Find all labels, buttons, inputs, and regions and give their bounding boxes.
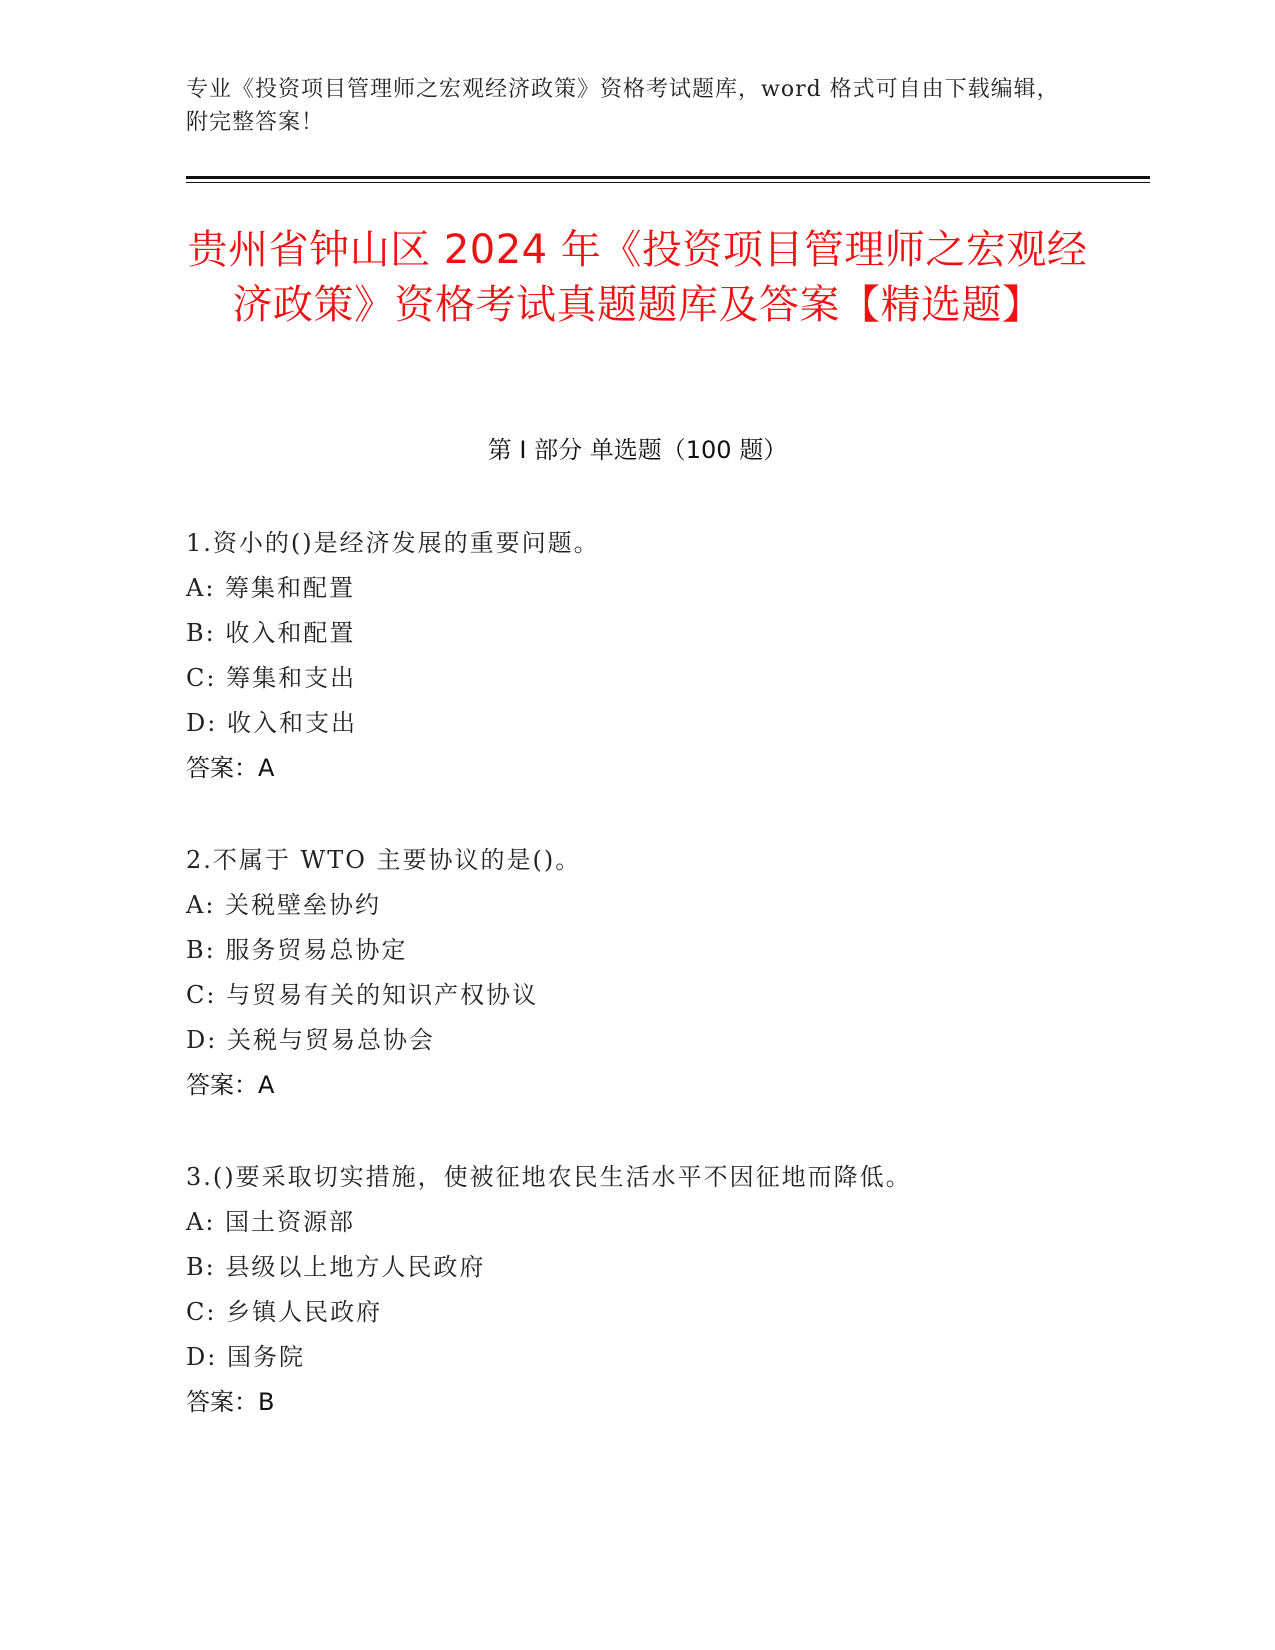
document-title: 贵州省钟山区 2024 年《投资项目管理师之宏观经济政策》资格考试真题题库及答案【精选题】 [187,227,1088,328]
option-d: D: 关税与贸易总协会 [186,1026,435,1054]
answer-value: A [258,1071,275,1099]
answer-label: 答案： [186,754,258,782]
question-block [186,838,1116,1108]
option-b: B: 服务贸易总协定 [186,936,408,964]
option-a: A: 关税壁垒协约 [186,891,382,919]
answer-line [186,1063,1116,1108]
question-stem: 3.()要采取切实措施，使被征地农民生活水平不因征地而降低。 [186,1163,912,1191]
option-a: A: 国土资源部 [186,1208,356,1236]
question-stem: 1.资小的()是经济发展的重要问题。 [186,529,600,557]
option-c: C: 筹集和支出 [186,664,357,692]
option-d: D: 收入和支出 [186,709,357,737]
option-b: B: 县级以上地方人民政府 [186,1253,486,1281]
question-block [186,1155,1116,1425]
option-c: C: 乡镇人民政府 [186,1298,383,1326]
option-a: A: 筹集和配置 [186,574,356,602]
option-b: B: 收入和配置 [186,619,356,647]
option-d: D: 国务院 [186,1343,305,1371]
answer-value: A [258,754,275,782]
answer-line [186,1380,1116,1425]
question-stem: 2.不属于 WTO 主要协议的是()。 [186,846,582,874]
header-divider-thick [186,176,1150,179]
answer-label: 答案： [186,1388,258,1416]
answer-value: B [258,1388,275,1416]
section-heading: 第 I 部分 单选题（100 题） [487,436,788,464]
option-c: C: 与贸易有关的知识产权协议 [186,981,539,1009]
question-block [186,521,1116,791]
header-divider-thin [186,182,1150,183]
answer-label: 答案： [186,1071,258,1099]
header-note: 专业《投资项目管理师之宏观经济政策》资格考试题库，word 格式可自由下载编辑，附完整答案！ [186,77,1060,135]
answer-line [186,746,1116,791]
